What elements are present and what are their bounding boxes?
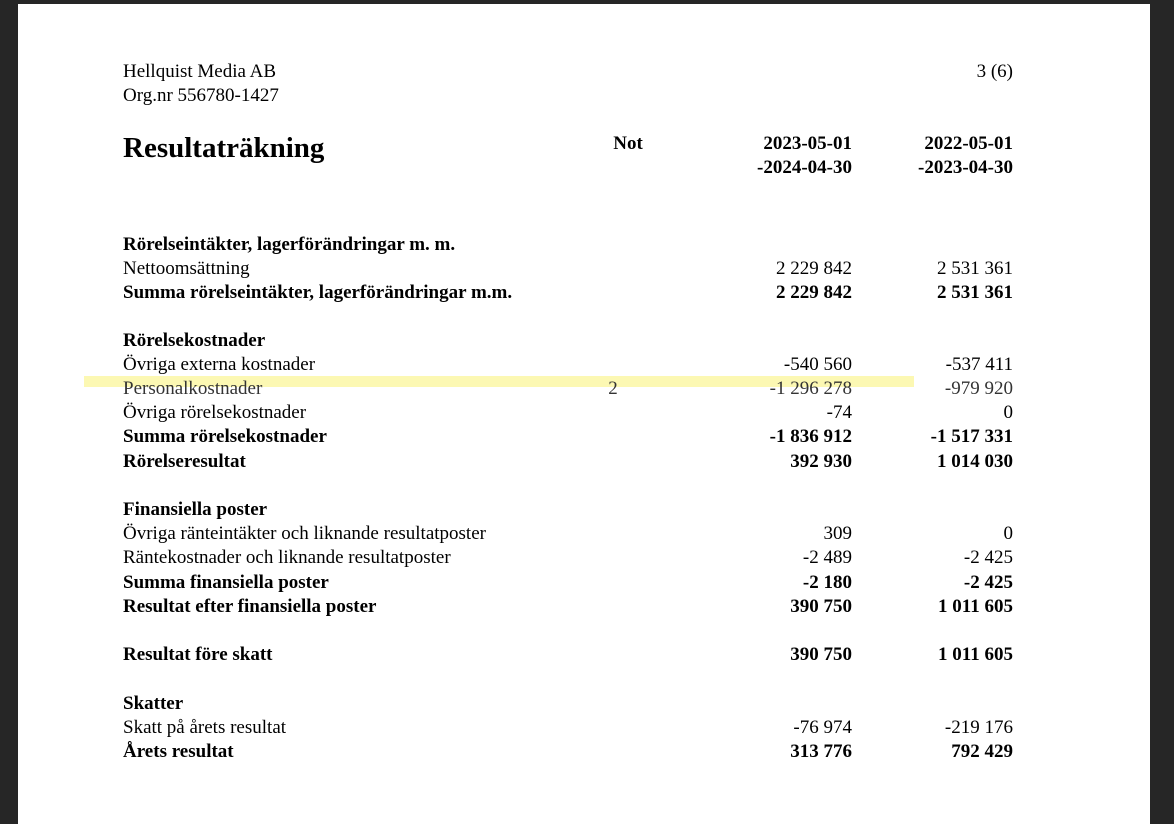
table-row <box>18 692 1150 716</box>
row-label: Skatter <box>123 693 184 714</box>
page-indicator: 3 (6) <box>976 61 1013 82</box>
table-row <box>18 425 1150 449</box>
value-previous-period: -2 425 <box>963 547 1013 568</box>
value-previous-period: -2 425 <box>963 572 1013 593</box>
value-current-period: -1 836 912 <box>769 426 852 447</box>
row-label: Räntekostnader och liknande resultatposter <box>123 547 451 568</box>
document-page <box>18 4 1150 824</box>
period-previous-end: -2023-04-30 <box>918 157 1013 178</box>
value-current-period: -76 974 <box>793 717 852 738</box>
value-previous-period: -219 176 <box>944 717 1013 738</box>
value-previous-period: 1 014 030 <box>937 451 1013 472</box>
row-label: Finansiella poster <box>123 499 268 520</box>
value-current-period: 390 750 <box>790 596 852 617</box>
table-row <box>18 450 1150 474</box>
row-note: 2 <box>608 378 618 399</box>
table-row <box>18 257 1150 281</box>
row-label: Summa rörelsekostnader <box>123 426 327 447</box>
column-header-period-previous <box>878 132 1013 180</box>
value-current-period: 309 <box>823 523 852 544</box>
period-current-start: 2023-05-01 <box>763 133 852 154</box>
value-current-period: 2 229 842 <box>776 282 852 303</box>
company-header <box>123 60 279 108</box>
row-label: Resultat efter finansiella poster <box>123 596 377 617</box>
value-previous-period: 792 429 <box>951 741 1013 762</box>
value-previous-period: 1 011 605 <box>938 644 1013 665</box>
value-previous-period: 2 531 361 <box>937 282 1013 303</box>
table-row <box>18 595 1150 619</box>
value-previous-period: -1 517 331 <box>930 426 1013 447</box>
row-label: Övriga rörelsekostnader <box>123 402 307 423</box>
value-current-period: 390 750 <box>790 644 852 665</box>
column-header-period-current <box>718 132 852 180</box>
value-current-period: -1 296 278 <box>769 378 852 399</box>
period-previous-start: 2022-05-01 <box>924 133 1013 154</box>
value-current-period: 2 229 842 <box>776 258 852 279</box>
value-current-period: 313 776 <box>790 741 852 762</box>
value-previous-period: 1 011 605 <box>938 596 1013 617</box>
table-row <box>18 643 1150 667</box>
table-row <box>18 571 1150 595</box>
row-label: Övriga externa kostnader <box>123 354 316 375</box>
row-label: Resultat före skatt <box>123 644 273 665</box>
table-row <box>18 401 1150 425</box>
table-row <box>18 233 1150 257</box>
org-number: Org.nr 556780-1427 <box>123 85 279 106</box>
value-previous-period: -979 920 <box>944 378 1013 399</box>
table-row <box>18 740 1150 764</box>
table-row <box>18 281 1150 305</box>
table-row <box>18 716 1150 740</box>
table-row <box>18 498 1150 522</box>
table-row <box>18 522 1150 546</box>
value-current-period: -2 489 <box>802 547 852 568</box>
table-row <box>18 353 1150 377</box>
page-title: Resultaträkning <box>123 132 325 164</box>
row-label: Rörelseresultat <box>123 451 246 472</box>
row-label: Personalkostnader <box>123 378 263 399</box>
value-previous-period: 0 <box>1003 402 1013 423</box>
table-row <box>18 377 1150 401</box>
value-current-period: 392 930 <box>790 451 852 472</box>
value-current-period: -2 180 <box>802 572 852 593</box>
table-row <box>18 329 1150 353</box>
row-label: Övriga ränteintäkter och liknande resultatposter <box>123 523 486 544</box>
row-label: Skatt på årets resultat <box>123 717 287 738</box>
row-label: Summa finansiella poster <box>123 572 329 593</box>
row-label: Summa rörelseintäkter, lagerförändringar m.m. <box>123 282 513 303</box>
column-header-note: Not <box>613 133 643 154</box>
value-current-period: -540 560 <box>783 354 852 375</box>
row-label: Årets resultat <box>123 741 234 762</box>
row-label: Nettoomsättning <box>123 258 250 279</box>
period-current-end: -2024-04-30 <box>757 157 852 178</box>
value-previous-period: -537 411 <box>945 354 1013 375</box>
value-previous-period: 2 531 361 <box>937 258 1013 279</box>
value-current-period: -74 <box>826 402 852 423</box>
value-previous-period: 0 <box>1003 523 1013 544</box>
table-row <box>18 546 1150 570</box>
row-label: Rörelseintäkter, lagerförändringar m. m. <box>123 234 456 255</box>
row-label: Rörelsekostnader <box>123 330 266 351</box>
company-name: Hellquist Media AB <box>123 61 277 82</box>
